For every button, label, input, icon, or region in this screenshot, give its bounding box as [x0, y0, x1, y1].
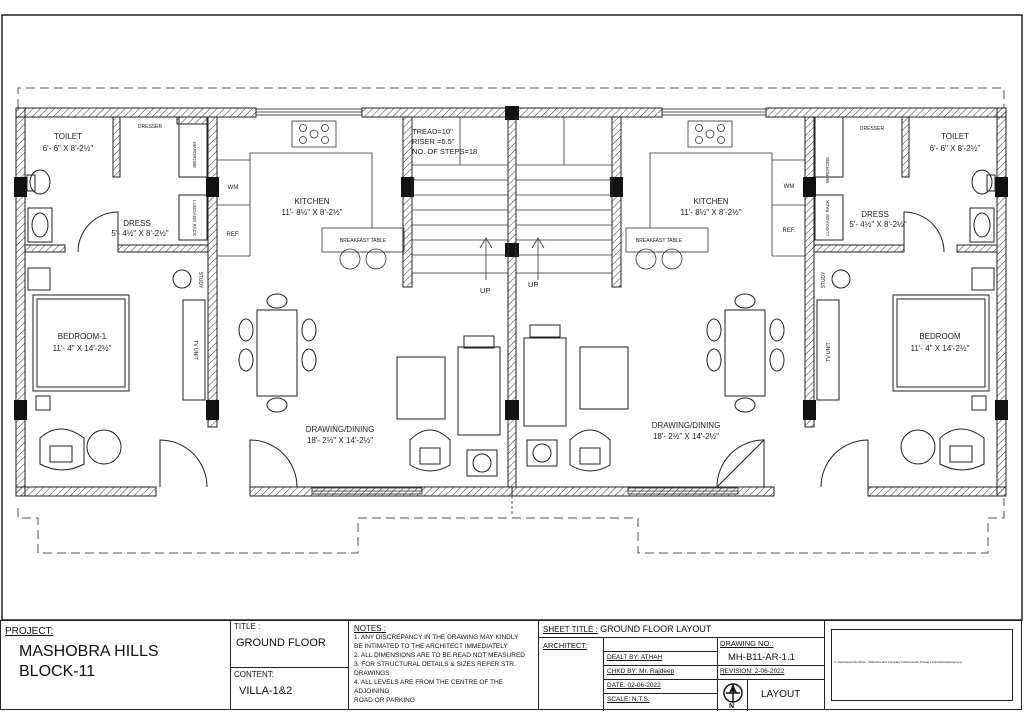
date: DATE: 02-06-2022 [607, 682, 661, 689]
north-label: N [729, 703, 735, 710]
villa1-tvunit-label: TV UNIT [192, 340, 198, 360]
drawing-no: MH-B11-AR-1.1 [728, 652, 795, 663]
title-label: TITLE : [234, 622, 261, 631]
villa2-luggage-label: LUGGAGE RACK [825, 199, 830, 237]
villa1-bedroom-dim: 11'- 4" X 14'-2½" [52, 344, 112, 353]
logo-cell [825, 621, 1021, 709]
content-label: CONTENT: [234, 670, 274, 679]
title-cell [231, 621, 349, 709]
stair-up-right: UP [528, 280, 539, 289]
villa2-breakfast-label: BREAKFAST TABLE [635, 238, 683, 244]
stair-steps: NO. OF STEPS=18 [412, 147, 478, 156]
note-line-4: 3. FOR STRUCTURAL DETAILS & SIZES REFER STR. [354, 661, 516, 668]
villa1-ref-label: REF. [226, 232, 240, 238]
villa1-wardrobe-label: WARDROBE [192, 141, 197, 169]
villa1-breakfast-label: BREAKFAST TABLE [339, 238, 387, 244]
note-line-7: ADJOINING [354, 688, 390, 695]
title-block [0, 620, 1022, 710]
villa2-bedroom-name: BEDROOM [919, 332, 961, 341]
villa1-luggage-label: LUGGAGE RACK [192, 199, 197, 237]
villa1-kitchen-name: KITCHEN [294, 197, 330, 206]
layout-label: LAYOUT [761, 689, 801, 700]
exterior-walls [16, 108, 1006, 496]
villa2-kitchen-dim: 11'- 8½" X 8'-2½" [680, 208, 742, 217]
project-cell [1, 621, 231, 709]
notes-cell [349, 621, 539, 709]
villa2-dress-dim: 5'- 4½" X 8'-2½" [849, 220, 907, 229]
villa1-dress-name: DRESS [123, 219, 151, 228]
note-line-6: 4. ALL LEVELS ARE FROM THE CENTRE OF THE [354, 679, 504, 686]
dealt-by: DEALT BY: ATHAH [607, 654, 663, 661]
note-line-5: DRAWINGS [354, 670, 390, 677]
villa2-dress-name: DRESS [861, 210, 889, 219]
chkd-by: CHKD BY: Mr. Rajdeep [607, 668, 675, 675]
sheet-title [543, 625, 711, 635]
villa2-dresser-label: DRESSER [859, 126, 885, 132]
title-value: GROUND FLOOR [236, 637, 326, 649]
note-line-1: 1. ANY DISCREPANCY IN THE DRAWING MAY KINDLY [354, 634, 519, 641]
architect-label: ARCHITECT: [543, 641, 588, 650]
project-label: PROJECT: [5, 626, 54, 637]
villa1-study-label: STUDY [197, 271, 203, 289]
villa2-drawing-dim: 18'- 2½" X 14'-2½" [652, 432, 720, 441]
stair-up-left: UP [480, 286, 491, 295]
logo-caption: C:\Users\user\OneDrive - Mahindra and Company Infrastructure Private Limited\sample\logo.jpg [834, 661, 962, 664]
villa2-kitchen-name: KITCHEN [693, 197, 729, 206]
villa1-wm-label: WM [227, 185, 239, 191]
scale: SCALE: N.T.S. [607, 696, 650, 703]
project-line-1: MASHOBRA HILLS [19, 643, 159, 660]
sheet-title-label: SHEET TITLE : [543, 625, 598, 634]
villa1-dress-dim: 5'- 4½" X 8'-2½" [111, 229, 169, 238]
sheet-cell [539, 621, 825, 709]
villa1-drawing-name: DRAWING/DINING [305, 425, 375, 434]
stair-riser: RISER =6.5" [412, 137, 455, 146]
revision: REVISION: 2-06-2022 [720, 668, 785, 675]
stair-tread: TREAD=10" [412, 127, 453, 136]
villa1-toilet-name: TOILET [54, 132, 82, 141]
villa2-drawing-name: DRAWING/DINING [651, 421, 721, 430]
villa1-toilet-dim: 6'- 6" X 8'-2½" [42, 144, 94, 153]
note-line-8: ROAD OR PARKING [354, 697, 415, 704]
logo-frame [831, 629, 1013, 701]
content-value: VILLA-1&2 [239, 685, 293, 697]
project-line-2: BLOCK-11 [19, 663, 96, 680]
drawing-no-label: DRAWING NO.: [720, 639, 774, 648]
villa1-dresser-label: DRESSER [137, 124, 163, 130]
stair-labels [412, 127, 538, 295]
villa1-kitchen-dim: 11'- 8½" X 8'-2½" [281, 208, 343, 217]
notes-label: NOTES : [354, 624, 387, 633]
villa2-toilet-dim: 6'- 6" X 8'-2½" [929, 144, 981, 153]
villa1-bedroom-name: BEDROOM-1 [57, 332, 107, 341]
villa2-toilet-name: TOILET [941, 132, 969, 141]
villa2-tvunit-label: TV UNIT [826, 342, 832, 362]
villa1-drawing-dim: 18'- 2½" X 14'-2½" [306, 436, 374, 445]
note-line-2: BE INTIMATED TO THE ARCHITECT IMMEDIATELY [354, 643, 508, 650]
note-line-3: 2. ALL DIMENSIONS ARE TO BE READ NOT MEASURED [354, 652, 525, 659]
villa2-ref-label: REF. [782, 228, 796, 234]
villa2-bedroom-dim: 11'- 4" X 14'-2½" [910, 344, 970, 353]
villa2-study-label: STUDY [821, 271, 827, 289]
villa2-wardrobe-label: WARDROBE [825, 156, 830, 184]
villa2-wm-label: WM [783, 184, 795, 190]
sheet-title-value: GROUND FLOOR LAYOUT [600, 624, 712, 634]
